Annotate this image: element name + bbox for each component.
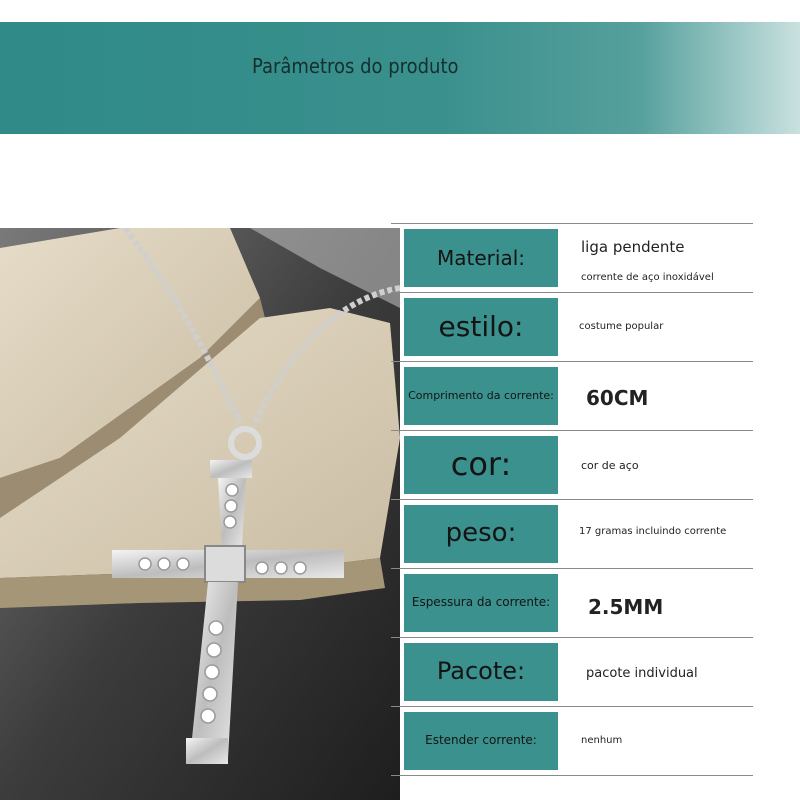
necklace-image bbox=[0, 228, 400, 800]
page-title: Parâmetros do produto bbox=[252, 54, 459, 78]
spec-row-chain-length bbox=[391, 361, 753, 430]
spec-label: Material: bbox=[404, 229, 558, 287]
spec-label: cor: bbox=[404, 436, 558, 494]
spec-value: nenhum bbox=[581, 735, 623, 746]
spec-label: Pacote: bbox=[404, 643, 558, 701]
spec-table bbox=[391, 223, 753, 776]
product-photo bbox=[0, 228, 400, 800]
spec-label: estilo: bbox=[404, 298, 558, 356]
spec-label: Comprimento da corrente: bbox=[404, 367, 558, 425]
spec-value: 2.5MM bbox=[588, 595, 664, 619]
spec-value: 60CM bbox=[586, 386, 649, 410]
spec-row-material bbox=[391, 223, 753, 292]
spec-value: costume popular bbox=[579, 321, 664, 332]
spec-row-color bbox=[391, 430, 753, 499]
spec-value: 17 gramas incluindo corrente bbox=[579, 526, 727, 537]
spec-row-package bbox=[391, 637, 753, 706]
spec-value: liga pendente bbox=[581, 238, 685, 256]
header-banner bbox=[0, 22, 800, 134]
spec-row-chain-thickness bbox=[391, 568, 753, 637]
spec-row-extension bbox=[391, 706, 753, 776]
spec-label: Espessura da corrente: bbox=[404, 574, 558, 632]
spec-row-style bbox=[391, 292, 753, 361]
spec-label: peso: bbox=[404, 505, 558, 563]
spec-value: cor de aço bbox=[581, 459, 639, 472]
spec-value: pacote individual bbox=[586, 666, 698, 681]
spec-row-weight bbox=[391, 499, 753, 568]
spec-label: Estender corrente: bbox=[404, 712, 558, 770]
spec-value-secondary: corrente de aço inoxidável bbox=[581, 272, 714, 283]
